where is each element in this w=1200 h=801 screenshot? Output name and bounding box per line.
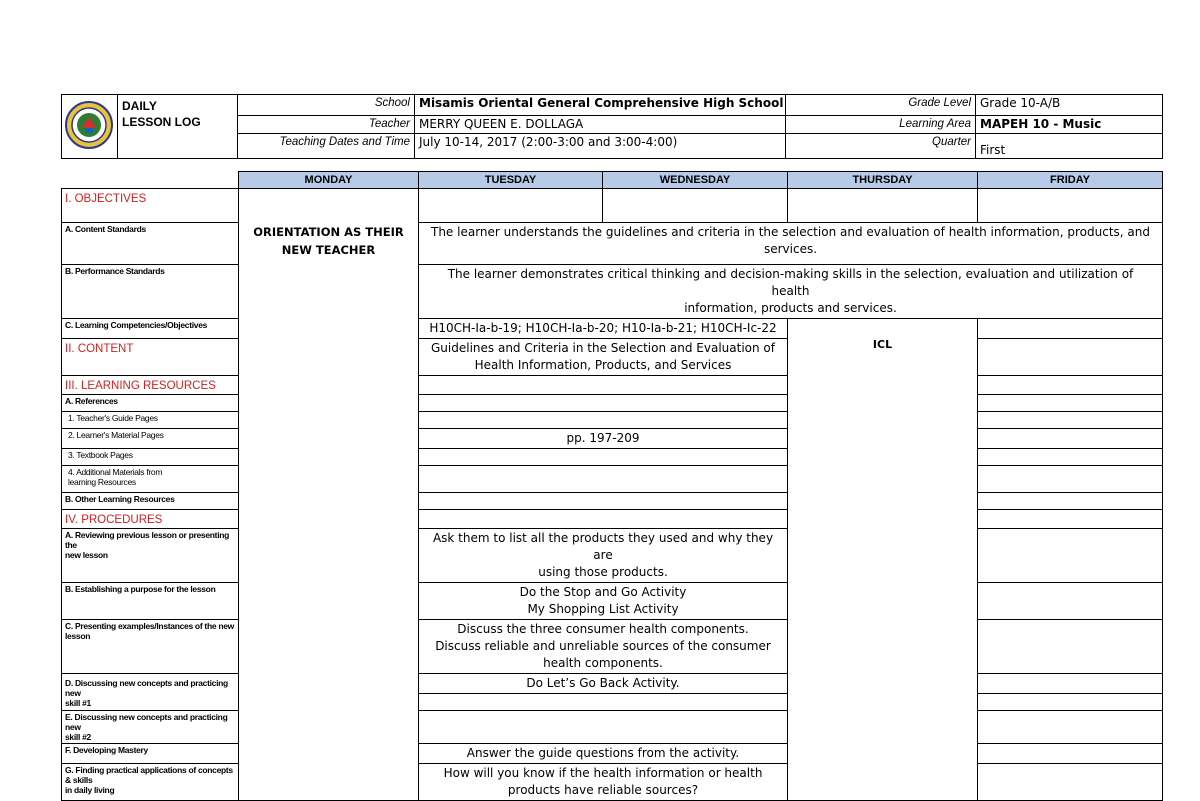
proc-a-line-2: new lesson <box>65 550 108 560</box>
friday-references <box>978 395 1163 412</box>
table-row <box>62 223 1163 265</box>
proc-e-line-1: E. Discussing new concepts and practicing new <box>65 712 228 732</box>
content-standards-line-2: services. <box>763 242 818 256</box>
lm-pages-cell: pp. 197-209 <box>419 429 788 449</box>
content-line-2: Health Information, Products, and Services <box>474 358 732 372</box>
proc-a-text-2: using those products. <box>538 565 668 579</box>
friday-proc-d-top <box>978 674 1163 694</box>
proc-a-line-1: A. Reviewing previous lesson or presenting the <box>65 530 230 550</box>
table-row <box>62 339 1163 376</box>
proc-c-text-3: health components. <box>543 656 663 670</box>
table-row <box>62 764 1163 801</box>
row-label-content-standards: A. Content Standards <box>62 223 239 265</box>
dates-label: Teaching Dates and Time <box>238 134 415 159</box>
proc-g-line-1: G. Finding practical applications of concepts & skills <box>65 765 233 785</box>
friday-textbook-pages <box>978 449 1163 466</box>
proc-g-cell <box>419 764 788 801</box>
table-row <box>62 510 1163 529</box>
proc-e-line-2: skill #2 <box>65 732 91 742</box>
table-row <box>62 493 1163 510</box>
corner-cell <box>62 172 239 189</box>
friday-other-resources <box>978 493 1163 510</box>
proc-f-cell: Answer the guide questions from the activity. <box>419 744 788 764</box>
quarter-label: Quarter <box>786 134 976 159</box>
table-row <box>62 449 1163 466</box>
lesson-table <box>61 171 1163 801</box>
row-label-proc-c: C. Presenting examples/Instances of the new lesson <box>62 620 239 674</box>
row-label-performance-standards: B. Performance Standards <box>62 265 239 319</box>
monday-cell <box>239 189 419 801</box>
proc-b-text-2: My Shopping List Activity <box>527 602 679 616</box>
additional-line-2: learning Resources <box>68 477 136 487</box>
title-cell <box>118 95 238 159</box>
table-row <box>62 189 1163 223</box>
row-label-other-resources: B. Other Learning Resources <box>62 493 239 510</box>
performance-standards-cell <box>419 265 1163 319</box>
perf-standards-line-2: health <box>771 284 810 298</box>
tg-pages-cell <box>419 412 788 429</box>
row-label-procedures: IV. PROCEDURES <box>62 510 239 529</box>
wednesday-objectives <box>603 189 788 223</box>
resources-cell <box>419 376 788 395</box>
row-label-proc-g <box>62 764 239 801</box>
additional-materials-cell <box>419 466 788 493</box>
perf-standards-line-3: information, products and services. <box>684 301 897 315</box>
row-label-resources: III. LEARNING RESOURCES <box>62 376 239 395</box>
perf-standards-line-1: The learner demonstrates critical thinking and decision-making skills in the selection, evaluation and utilization of <box>447 267 1134 281</box>
table-row <box>62 319 1163 339</box>
friday-objectives <box>978 189 1163 223</box>
table-row <box>62 265 1163 319</box>
row-label-lm-pages: 2. Learner's Material Pages <box>62 429 239 449</box>
proc-d-spacer-cell <box>419 694 788 711</box>
friday-tg-pages <box>978 412 1163 429</box>
friday-proc-c <box>978 620 1163 674</box>
friday-competencies <box>978 319 1163 339</box>
school-label: School <box>238 95 415 116</box>
table-row <box>62 674 1163 694</box>
row-label-proc-d <box>62 674 239 711</box>
additional-line-1: 4. Additional Materials from <box>68 467 163 477</box>
day-header-row <box>62 172 1163 189</box>
row-label-objectives: I. OBJECTIVES <box>62 189 239 223</box>
day-wednesday: WEDNESDAY <box>603 172 788 189</box>
table-row <box>62 412 1163 429</box>
area-label: Learning Area <box>786 115 976 133</box>
school-seal-icon <box>64 97 114 152</box>
row-label-textbook-pages: 3. Textbook Pages <box>62 449 239 466</box>
competency-codes-cell: H10CH-Ia-b-19; H10CH-Ia-b-20; H10-Ia-b-21; H10CH-Ic-22 <box>419 319 788 339</box>
friday-content <box>978 339 1163 376</box>
textbook-pages-cell <box>419 449 788 466</box>
row-label-additional-materials <box>62 466 239 493</box>
proc-g-text-2: products have reliable sources? <box>507 783 699 797</box>
grade-label: Grade Level <box>786 95 976 116</box>
proc-g-text-1: How will you know if the health information or health <box>443 766 763 780</box>
day-thursday: THURSDAY <box>788 172 978 189</box>
other-resources-cell <box>419 493 788 510</box>
row-label-tg-pages: 1. Teacher's Guide Pages <box>62 412 239 429</box>
grade-value: Grade 10-A/B <box>976 95 1163 116</box>
content-line-1: Guidelines and Criteria in the Selection and Evaluation of <box>431 341 775 355</box>
proc-d-cell: Do Let’s Go Back Activity. <box>419 674 788 694</box>
proc-a-cell <box>419 529 788 583</box>
quarter-value: First <box>976 134 1163 159</box>
references-cell <box>419 395 788 412</box>
school-logo-cell <box>62 95 118 159</box>
friday-resources <box>978 376 1163 395</box>
table-row <box>62 376 1163 395</box>
table-row <box>62 429 1163 449</box>
teacher-label: Teacher <box>238 115 415 133</box>
table-row <box>62 466 1163 493</box>
day-friday: FRIDAY <box>978 172 1163 189</box>
proc-d-line-2: skill #1 <box>65 698 91 708</box>
day-monday: MONDAY <box>239 172 419 189</box>
row-label-references: A. References <box>62 395 239 412</box>
title-line-2: LESSON LOG <box>122 115 201 129</box>
friday-proc-d-bottom <box>978 694 1163 711</box>
monday-line-1: ORIENTATION AS THEIR <box>253 225 404 239</box>
row-label-proc-a <box>62 529 239 583</box>
school-value: Misamis Oriental General Comprehensive High School <box>415 95 786 116</box>
row-label-content: II. CONTENT <box>62 339 239 376</box>
dates-value: July 10-14, 2017 (2:00-3:00 and 3:00-4:00) <box>415 134 786 159</box>
friday-proc-g <box>978 764 1163 801</box>
friday-proc-f <box>978 744 1163 764</box>
content-standards-line-1: The learner understands the guidelines and criteria in the selection and evaluation of health information, products, and <box>431 225 1150 239</box>
tuesday-objectives <box>419 189 603 223</box>
friday-proc-b <box>978 583 1163 620</box>
teacher-value: MERRY QUEEN E. DOLLAGA <box>415 115 786 133</box>
friday-proc-a <box>978 529 1163 583</box>
area-value: MAPEH 10 - Music <box>976 115 1163 133</box>
proc-c-text-1: Discuss the three consumer health components. <box>457 622 749 636</box>
monday-line-2: NEW TEACHER <box>281 243 376 257</box>
proc-a-text-1: Ask them to list all the products they used and why they are <box>432 531 774 562</box>
friday-procedures <box>978 510 1163 529</box>
table-row <box>62 711 1163 744</box>
thursday-objectives <box>788 189 978 223</box>
day-tuesday: TUESDAY <box>419 172 603 189</box>
table-row <box>62 583 1163 620</box>
row-label-proc-f: F. Developing Mastery <box>62 744 239 764</box>
table-row <box>62 395 1163 412</box>
header-table <box>61 94 1163 159</box>
procedures-cell <box>419 510 788 529</box>
proc-c-cell <box>419 620 788 674</box>
proc-d-line-1: D. Discussing new concepts and practicing new <box>65 678 228 698</box>
proc-e-cell <box>419 711 788 744</box>
row-label-proc-b: B. Establishing a purpose for the lesson <box>62 583 239 620</box>
proc-g-line-2: in daily living <box>65 785 115 795</box>
content-standards-cell <box>419 223 1163 265</box>
row-label-proc-e <box>62 711 239 744</box>
friday-additional-materials <box>978 466 1163 493</box>
row-label-competencies: C. Learning Competencies/Objectives <box>62 319 239 339</box>
proc-b-text-1: Do the Stop and Go Activity <box>519 585 687 599</box>
table-row <box>62 620 1163 674</box>
table-row <box>62 529 1163 583</box>
friday-lm-pages <box>978 429 1163 449</box>
thursday-icl-cell: ICL <box>788 319 978 801</box>
friday-proc-e <box>978 711 1163 744</box>
proc-b-cell <box>419 583 788 620</box>
proc-c-text-2: Discuss reliable and unreliable sources of the consumer <box>435 639 771 653</box>
table-row <box>62 744 1163 764</box>
content-cell <box>419 339 788 376</box>
title-line-1: DAILY <box>122 99 157 113</box>
